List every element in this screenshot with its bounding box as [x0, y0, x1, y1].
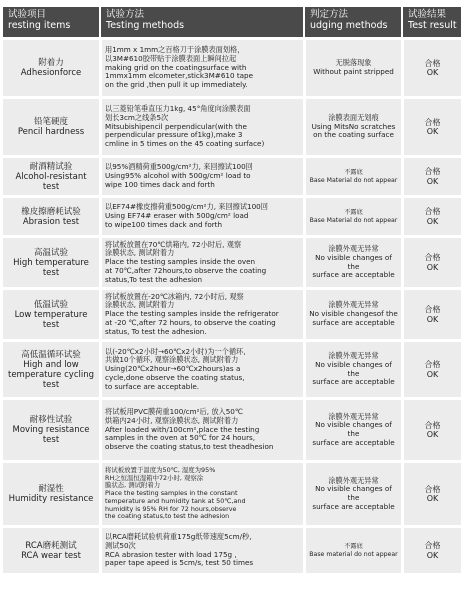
testing-method-line: at -20 ℃,after 72 hours, to observe the coating	[105, 317, 276, 327]
judging-method-line: surface are acceptable	[312, 317, 395, 327]
header-test-result-zh: 试验结果	[408, 9, 447, 20]
testing-method-line: 将试板放置于温度为50℃, 湿度为95%	[105, 466, 216, 475]
testing-method-line: status, To test the adhesion.	[105, 326, 207, 336]
testing-item-zh: 附着力	[38, 58, 64, 68]
testing-item-cell	[3, 158, 99, 195]
testing-method-cell	[99, 400, 303, 460]
test-result-zh: 合格	[424, 541, 441, 550]
testing-item-cell	[3, 290, 99, 339]
test-result-cell	[401, 158, 461, 195]
table-row	[3, 528, 461, 573]
testing-method-line: RH之恒温恒湿箱中72小时, 观察涂	[105, 473, 204, 482]
testing-method-line: observe the coating status,to test theadhesion	[105, 442, 274, 452]
judging-method-line: 涂膜外观无异常	[328, 475, 379, 485]
header-testing-items-zh: 试验项目	[8, 9, 47, 20]
test-result-en: OK	[426, 262, 439, 272]
testing-method-line: 将试板放置在-20℃冰箱内, 72小时后, 观察	[105, 291, 244, 301]
judging-method-cell	[303, 40, 401, 96]
testing-method-line: samples in the oven at 50℃ for 24 hours,	[105, 433, 256, 443]
judging-method-line: Base Material do not appear	[309, 216, 398, 224]
judging-method-cell	[303, 342, 401, 397]
test-result-cell	[401, 238, 461, 287]
header-judging-methods-en: udging methods	[310, 20, 388, 31]
testing-method-line: Place the testing samples in the constant	[105, 489, 238, 498]
testing-item-cell	[3, 528, 99, 573]
header-testing-items	[3, 7, 99, 37]
testing-method-line: Mitsubishipencil perpendicular(with the	[105, 121, 247, 131]
testing-method-line: on the grid ,then pull it up immediately.	[105, 80, 248, 90]
testing-method-line: 以EF74#橡皮擦荷重500g/cm²力, 来回擦试100回	[105, 202, 268, 212]
judging-method-line: 不露底	[344, 542, 363, 550]
testing-item-zh: 高低温循环试验	[21, 349, 81, 360]
header-test-result-en: Test result	[408, 20, 457, 31]
testing-item-en: Moving resistance test	[12, 425, 90, 445]
judging-method-cell	[303, 400, 401, 460]
testing-item-zh: 低温试验	[33, 299, 68, 310]
testing-item-zh: RCA磨耗测试	[25, 540, 77, 551]
test-result-cell	[401, 528, 461, 573]
testing-method-cell	[99, 198, 303, 235]
header-judging-methods	[303, 7, 401, 37]
testing-method-line: Place the testing samples inside the oven	[105, 257, 256, 267]
testing-method-line: status,To test the adhesion	[105, 274, 203, 284]
table-row	[3, 158, 461, 195]
judging-method-line: No visible changes of the	[315, 420, 392, 438]
test-result-zh: 合格	[424, 360, 441, 369]
test-result-zh: 合格	[424, 167, 441, 176]
test-result-zh: 合格	[424, 117, 441, 127]
testing-method-line: perpendicular pressure of1kg),make 3	[105, 130, 243, 140]
test-result-en: OK	[426, 550, 439, 560]
header-testing-methods	[99, 7, 303, 37]
testing-item-zh: 橡皮擦磨耗试验	[21, 206, 81, 217]
table-row	[3, 198, 461, 235]
testing-method-line: at 70℃,after 72hours,to observe the coating	[105, 265, 267, 275]
testing-item-zh: 耐酒精试验	[29, 161, 73, 172]
testing-item-cell	[3, 238, 99, 287]
judging-method-line: No visible changes of the	[315, 484, 392, 502]
test-result-cell	[401, 99, 461, 155]
testing-method-line: 以3M#610胶带贴于涂膜表面上瞬间拉起	[105, 53, 237, 63]
judging-method-line: surface are acceptable	[312, 377, 395, 387]
judging-method-cell	[303, 99, 401, 155]
testing-method-line: to surface are acceptable.	[105, 381, 200, 391]
testing-item-en: High and low temperature cycling test	[7, 359, 94, 390]
table-row	[3, 99, 461, 155]
testing-method-line: 测试50次	[105, 540, 136, 550]
test-result-en: OK	[426, 127, 439, 136]
judging-method-line: 不露底	[344, 168, 363, 176]
test-result-zh: 合格	[424, 253, 441, 262]
test-result-en: OK	[426, 68, 439, 77]
header-row	[3, 7, 461, 37]
test-result-en: OK	[426, 314, 439, 324]
testing-item-en: Humidity resistance	[8, 494, 94, 504]
testing-method-line: 将试板放置在70℃烘箱内, 72小时后, 观察	[105, 239, 242, 249]
test-result-en: OK	[426, 430, 439, 439]
testing-method-cell	[99, 290, 303, 339]
judging-method-line: 涂膜外观无异常	[328, 300, 379, 310]
table-row	[3, 400, 461, 460]
testing-method-cell	[99, 158, 303, 195]
testing-method-line: Using95% alcohol with 500g/cm² load to	[105, 171, 251, 181]
test-result-en: OK	[426, 216, 439, 226]
testing-method-line: 涂膜状态, 测试附着力	[105, 248, 175, 258]
testing-item-cell	[3, 198, 99, 235]
testing-method-line: making grid on the coatingsurface with	[105, 62, 247, 72]
table-row	[3, 342, 461, 397]
test-result-en: OK	[426, 494, 439, 503]
judging-method-line: Without paint stripped	[313, 67, 394, 76]
judging-method-line: Base material do not appear	[309, 550, 398, 558]
test-result-en: OK	[426, 369, 439, 379]
judging-method-cell	[303, 463, 401, 525]
table-row	[3, 40, 461, 96]
test-result-zh: 合格	[424, 207, 441, 216]
testing-item-en: RCA wear test	[21, 550, 81, 561]
testing-item-zh: 耐移性试验	[29, 415, 73, 425]
testing-method-line: humidity is 95% RH for 72 hours,observe	[105, 504, 237, 513]
testing-item-cell	[3, 40, 99, 96]
testing-item-cell	[3, 400, 99, 460]
test-result-zh: 合格	[424, 305, 441, 314]
judging-method-line: Using MitsNo scratches	[311, 121, 396, 131]
testing-method-line: wipe 100 times dack and forth	[105, 179, 215, 189]
testing-method-line: Using EF74# eraser with 500g/cm² load	[105, 211, 249, 221]
testing-method-line: RCA abrasion tester with load 175g ,	[105, 549, 237, 559]
testing-method-cell	[99, 463, 303, 525]
judging-method-cell	[303, 290, 401, 339]
header-testing-methods-en: Testing methods	[106, 20, 185, 31]
test-result-cell	[401, 463, 461, 525]
test-result-cell	[401, 290, 461, 339]
test-result-cell	[401, 342, 461, 397]
judging-method-cell	[303, 528, 401, 573]
judging-method-line: Base Material do not appear	[309, 176, 398, 184]
table-header	[3, 7, 461, 37]
testing-method-line: cmline in 5 times on the 45 coating surface)	[105, 139, 265, 149]
header-judging-methods-zh: 判定方法	[310, 9, 349, 20]
testing-item-en: Adhesionforce	[20, 68, 82, 78]
testing-method-line: 膜状态, 测试附着力	[105, 481, 161, 490]
judging-method-line: No visible changes of the	[315, 252, 392, 271]
testing-method-line: cycle,done observe the coating status,	[105, 372, 245, 382]
testing-item-zh: 高温试验	[33, 247, 68, 258]
table-row	[3, 463, 461, 525]
test-result-cell	[401, 400, 461, 460]
testing-method-cell	[99, 40, 303, 96]
testing-method-line: to wipe100 times dack and forth	[105, 219, 223, 229]
testing-item-en: Pencil hardness	[17, 127, 85, 137]
testing-method-line: 共做10个循环, 观察涂膜状态, 测试附着力	[105, 355, 239, 365]
judging-method-line: 涂膜外观无异常	[328, 411, 379, 421]
testing-method-line: Place the testing samples inside the refrigerator	[105, 309, 279, 319]
testing-method-line: 用1mm x 1mm之百格刀于涂膜表面划格，	[105, 45, 245, 55]
testing-method-line: Using(20℃x2hour→60℃x2hours)as a	[105, 364, 241, 374]
judging-method-line: 涂膜表面无划痕	[328, 112, 379, 122]
test-result-zh: 合格	[424, 484, 441, 494]
testing-method-line: 1mmx1mm elcometer,stick3M#610 tape	[105, 71, 254, 81]
testing-item-en: Alcohol-resistant test	[15, 171, 87, 192]
testing-item-en: High temperature test	[13, 257, 89, 278]
header-testing-methods-zh: 试验方法	[106, 9, 145, 20]
testing-method-line: temperature and humidity tank at 50℃,and	[105, 496, 246, 505]
test-result-cell	[401, 40, 461, 96]
testing-item-cell	[3, 342, 99, 397]
testing-item-cell	[3, 99, 99, 155]
testing-item-zh: 耐湿性	[38, 484, 64, 494]
test-result-zh: 合格	[424, 58, 441, 68]
testing-item-en: Abrasion test	[22, 216, 80, 227]
judging-method-cell	[303, 198, 401, 235]
judging-method-line: 不露底	[344, 208, 363, 216]
testing-method-cell	[99, 238, 303, 287]
testing-method-line: After loaded with/100cm²,place the testing	[105, 424, 260, 434]
judging-method-cell	[303, 238, 401, 287]
testing-item-en: Low temperature test	[14, 309, 88, 330]
judging-method-cell	[303, 158, 401, 195]
testing-method-cell	[99, 528, 303, 573]
testing-method-line: 涂膜状态, 测试附着力	[105, 300, 175, 310]
test-result-zh: 合格	[424, 420, 441, 430]
table-body	[3, 40, 461, 573]
testing-item-zh: 铅笔硬度	[33, 117, 68, 127]
testing-item-cell	[3, 463, 99, 525]
judging-method-line: surface are acceptable	[312, 501, 395, 511]
testing-method-cell	[99, 342, 303, 397]
testing-method-line: 以95%酒精荷重500g/cm²力, 来回擦试100回	[105, 162, 253, 172]
table-row	[3, 290, 461, 339]
judging-method-line: 涂膜外观无异常	[328, 244, 379, 254]
test-result-en: OK	[426, 176, 439, 186]
judging-method-line: surface are acceptable	[312, 437, 395, 447]
judging-method-line: No visible changes of the	[315, 359, 392, 378]
judging-method-line: No visible changesof the	[309, 309, 398, 319]
judging-method-line: 无脱落现象	[335, 58, 372, 68]
testing-method-line: 以三菱铅笔垂直压力1kg, 45°角度向涂膜表面	[105, 104, 251, 114]
testing-method-line: 烘箱内24小时, 观察涂膜状态, 测试附着力	[105, 415, 239, 425]
judging-method-line: on the coating surface	[313, 130, 394, 140]
test-results-table	[3, 4, 461, 576]
test-result-cell	[401, 198, 461, 235]
testing-method-line: 划长3cm之线条5次	[105, 112, 169, 122]
table-row	[3, 238, 461, 287]
testing-method-line: 以RCA磨耗试验机荷重175g纸带速度5cm/秒,	[105, 532, 252, 542]
header-test-result	[401, 7, 461, 37]
judging-method-line: surface are acceptable	[312, 270, 395, 280]
testing-method-line: 将试板用PVC膜荷重100/cm²后, 放入50℃	[105, 407, 243, 417]
header-testing-items-en: resting items	[8, 20, 71, 31]
judging-method-line: 涂膜外观无异常	[328, 351, 379, 361]
testing-method-cell	[99, 99, 303, 155]
testing-method-line: the coating status,to test the adhesion	[105, 512, 230, 521]
testing-method-line: 以(-20℃x2小时→60℃x2小时)为一个循环,	[105, 346, 246, 356]
testing-method-line: paper tape apeed is 5cm/s, test 50 times	[105, 558, 254, 568]
